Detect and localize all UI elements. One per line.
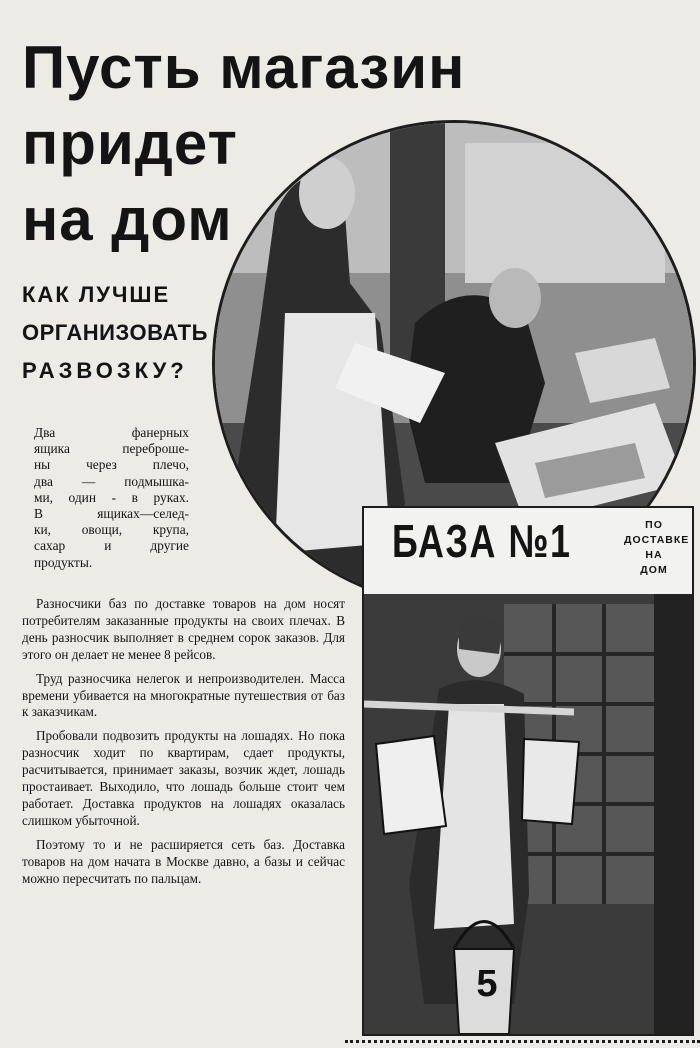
photo-courier	[362, 506, 694, 1036]
store-sign	[364, 508, 692, 596]
store-sign-name: БАЗА №1	[392, 515, 572, 567]
body-paragraph: Труд разносчика нелегок и непроизводителен. Масса времени убивается на многократные путешествия от баз к заказчикам.	[22, 670, 345, 720]
lead-line: сахар и другие	[34, 538, 189, 554]
headline-line: на дом	[22, 186, 233, 253]
lead-line: ны через плечо,	[34, 457, 189, 473]
lead-line: В ящиках—селед-	[34, 506, 189, 522]
courier-illustration	[364, 594, 692, 1034]
body-paragraph: Разносчики баз по доставке товаров на дом носят потребителям заказанные продукты на своих плечах. В день разносчик выполняет в среднем сорок заказов. Для этого он делает не менее 8 рейсов.	[22, 596, 345, 662]
lead-line: ки, овощи, крупа,	[34, 522, 189, 538]
store-sign-subtitle-line: ПО	[645, 519, 663, 531]
store-sign-subtitle-line: ДОМ	[640, 564, 668, 576]
dotted-divider	[345, 1040, 700, 1043]
headline-line: придет	[22, 110, 238, 177]
store-sign-subtitle-line: ДОСТАВКЕ	[624, 534, 690, 546]
subheading-line: КАК ЛУЧШЕ	[22, 282, 171, 307]
body-paragraph: Поэтому то и не расширяется сеть баз. Доставка товаров на дом начата в Москве давно, а базы и сейчас можно пересчитать по пальцам.	[22, 836, 345, 886]
lead-line: продукты.	[34, 554, 93, 570]
store-sign-subtitle-line: НА	[645, 549, 663, 561]
subheading	[22, 276, 222, 390]
store-sign-subtitle	[624, 518, 690, 578]
lead-paragraph	[34, 425, 189, 571]
bucket-number: 5	[476, 963, 498, 1005]
subheading-line: РАЗВОЗКУ?	[22, 358, 188, 383]
article-body	[22, 596, 345, 895]
lead-line: Два фанерных	[34, 425, 189, 440]
headline-line: Пусть магазин	[22, 34, 466, 101]
lead-line: ми, один - в руках.	[34, 489, 189, 505]
lead-line: два — подмышка-	[34, 473, 189, 489]
subheading-line: ОРГАНИЗОВАТЬ	[22, 320, 208, 345]
body-paragraph: Пробовали подвозить продукты на лошадях. Но пока разносчик ходит по квартирам, сдает продукты, расчитывается, принимает заказы, возчик ждет, лошадь простаивает. Выходило, что лошадь больше стоит чем работает. Доставка продуктов на лошадях оказалась слишком убыточной.	[22, 728, 345, 828]
lead-line: ящика переброше-	[34, 441, 189, 457]
